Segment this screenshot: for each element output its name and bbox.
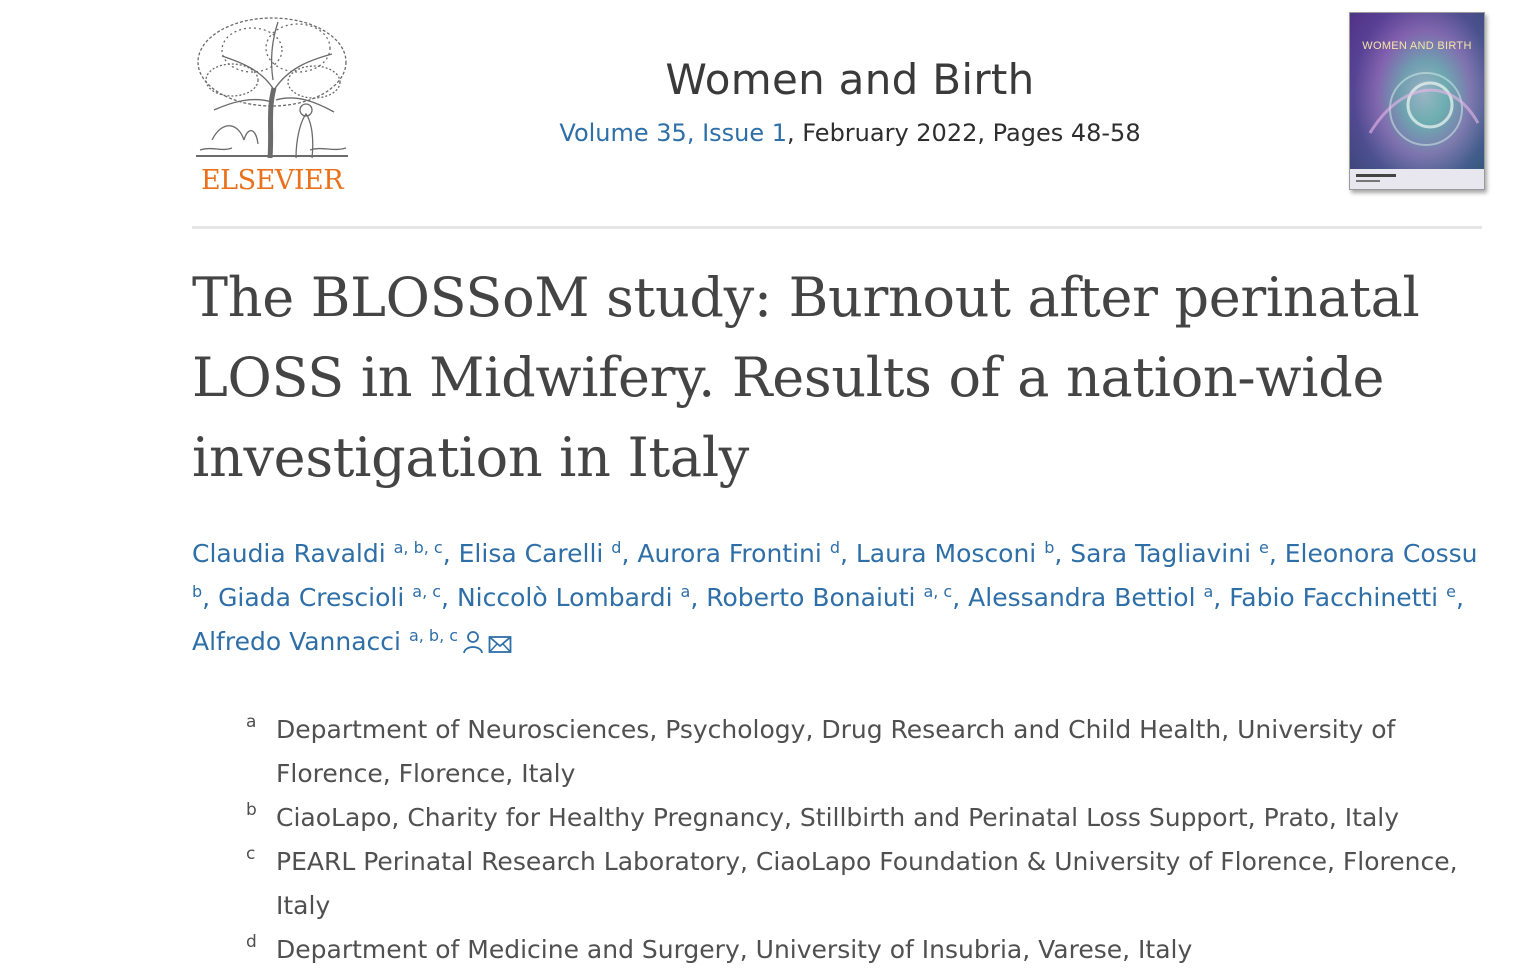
date-pages: , February 2022, Pages 48-58 xyxy=(787,119,1141,147)
author-separator: , xyxy=(839,539,856,568)
author-list xyxy=(192,532,1482,668)
author-separator: , xyxy=(952,583,969,612)
author-link[interactable]: Claudia Ravaldi xyxy=(192,539,386,568)
author-link[interactable]: Elisa Carelli xyxy=(458,539,604,568)
journal-title[interactable]: Women and Birth xyxy=(665,55,1035,104)
person-icon[interactable] xyxy=(462,624,484,668)
affiliation-item xyxy=(246,796,1466,840)
affiliation-label: b xyxy=(246,800,257,820)
author-affiliation-refs[interactable]: a, b, c xyxy=(393,538,443,557)
author-affiliation-refs[interactable]: a, c xyxy=(923,582,953,601)
author-separator: , xyxy=(621,539,638,568)
author-affiliation-refs[interactable]: d xyxy=(829,538,840,557)
author-separator: , xyxy=(1054,539,1071,568)
affiliation-item xyxy=(246,708,1466,796)
author-affiliation-refs[interactable]: e xyxy=(1446,582,1456,601)
author-link[interactable]: Alfredo Vannacci xyxy=(192,627,401,656)
author-separator: , xyxy=(1213,583,1230,612)
affiliation-item xyxy=(246,928,1466,972)
author-affiliation-refs[interactable]: d xyxy=(611,538,622,557)
author-affiliation-refs[interactable]: b xyxy=(1044,538,1055,557)
author-link[interactable]: Niccolò Lombardi xyxy=(456,583,673,612)
author-separator: , xyxy=(442,539,459,568)
elsevier-tree-icon xyxy=(192,10,352,160)
author-link[interactable]: Roberto Bonaiuti xyxy=(706,583,916,612)
affiliation-label: d xyxy=(246,932,257,952)
journal-cover-thumbnail[interactable] xyxy=(1349,12,1485,190)
affiliation-text: CiaoLapo, Charity for Healthy Pregnancy, Stillbirth and Perinatal Loss Support, Prato, Italy xyxy=(276,803,1400,832)
elsevier-wordmark: ELSEVIER xyxy=(200,165,344,196)
author-link[interactable]: Fabio Facchinetti xyxy=(1229,583,1439,612)
author-link[interactable]: Eleonora Cossu xyxy=(1284,539,1478,568)
author-link[interactable]: Aurora Frontini xyxy=(637,539,822,568)
author-separator: , xyxy=(690,583,707,612)
header-divider xyxy=(192,226,1482,229)
elsevier-logo[interactable] xyxy=(192,10,352,196)
author-separator: , xyxy=(1455,583,1464,612)
affiliation-label: c xyxy=(246,844,256,864)
journal-header xyxy=(420,52,1280,148)
author-separator: , xyxy=(441,583,457,612)
author-link[interactable]: Alessandra Bettiol xyxy=(968,583,1196,612)
author-separator: , xyxy=(202,583,219,612)
author-affiliation-refs[interactable]: a xyxy=(1203,582,1214,601)
affiliation-text: PEARL Perinatal Research Laboratory, CiaoLapo Foundation & University of Florence, Florence, Italy xyxy=(276,847,1458,920)
affiliation-text: Department of Medicine and Surgery, University of Insubria, Varese, Italy xyxy=(276,935,1193,964)
author-link[interactable]: Laura Mosconi xyxy=(855,539,1037,568)
author-link[interactable]: Sara Tagliavini xyxy=(1070,539,1252,568)
affiliation-list xyxy=(246,708,1466,972)
author-affiliation-refs[interactable]: b xyxy=(192,582,203,601)
author-affiliation-refs[interactable]: a, b, c xyxy=(408,626,459,645)
cover-title: WOMEN AND BIRTH xyxy=(1362,40,1472,52)
author-affiliation-refs[interactable]: a, c xyxy=(412,582,442,601)
envelope-icon[interactable] xyxy=(488,624,512,668)
author-affiliation-refs[interactable]: e xyxy=(1259,538,1269,557)
volume-issue-link[interactable]: Volume 35, Issue 1 xyxy=(559,119,788,147)
journal-issue-info xyxy=(420,118,1280,148)
article-title: The BLOSSoM study: Burnout after perinatal LOSS in Midwifery. Results of a nation-wide investigation in Italy xyxy=(192,266,1420,489)
author-separator: , xyxy=(1268,539,1285,568)
affiliation-item xyxy=(246,840,1466,928)
affiliation-label: a xyxy=(246,712,257,732)
author-link[interactable]: Giada Crescioli xyxy=(218,583,405,612)
author-affiliation-refs[interactable]: a xyxy=(680,582,691,601)
affiliation-text: Department of Neurosciences, Psychology, Drug Research and Child Health, University of Florence, Florence, Italy xyxy=(276,715,1396,788)
